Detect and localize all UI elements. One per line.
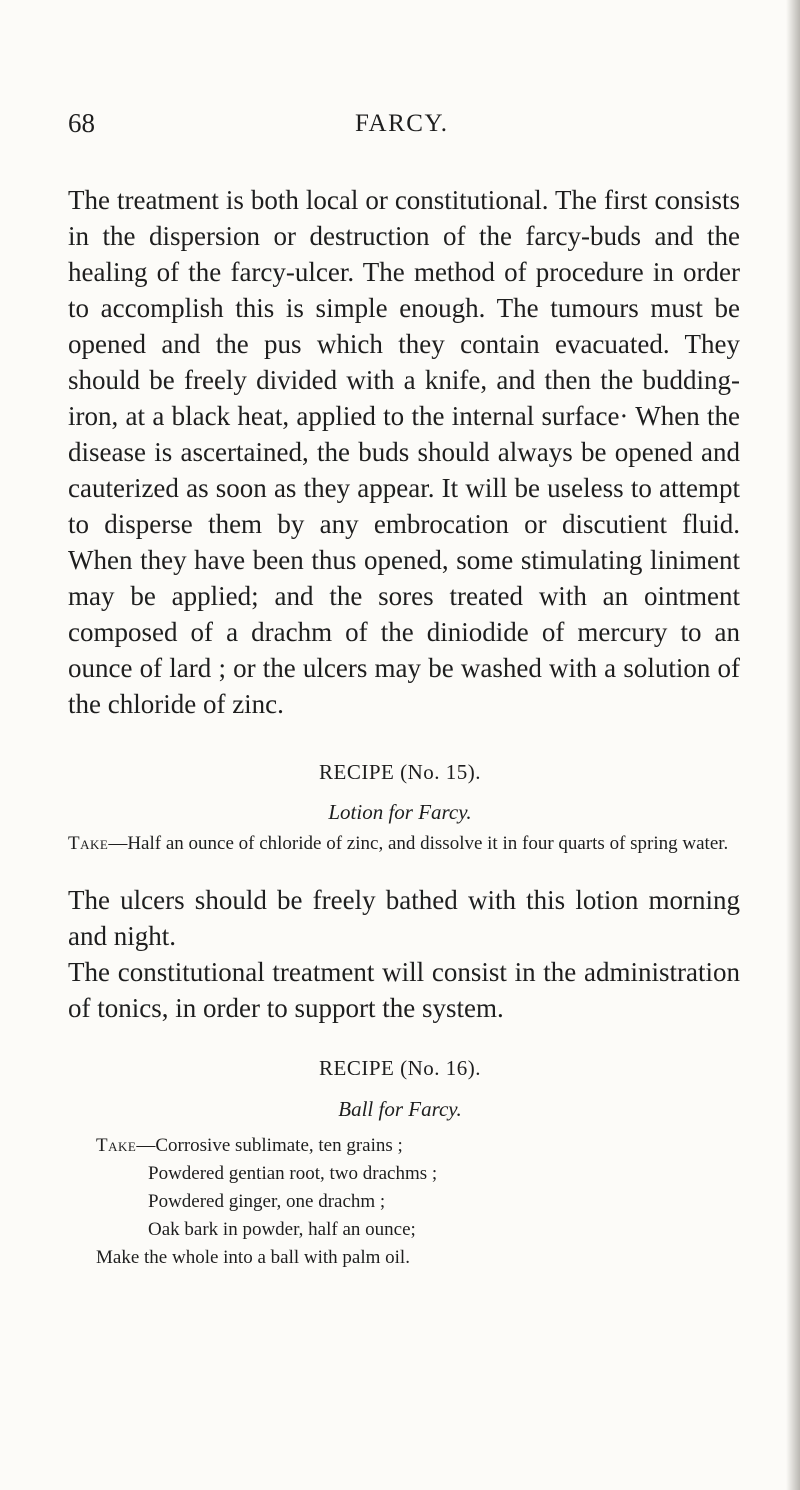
running-head: FARCY. bbox=[355, 110, 449, 137]
page-number: 68 bbox=[68, 108, 95, 138]
recipe-15-take-text: —Half an ounce of chloride of zinc, and dissolve it in four quarts of spring water. bbox=[108, 833, 729, 854]
treatment-paragraph: The treatment is both local or constitutional. The first consists in the dispersion or destruction of the farcy-buds and the healing of the farcy-ulcer. The method of procedure in order to accomplish this is simple enough. The tumours must be opened and the pus which they contain evacuated. They should be freely divided with a knife, and then the budding-iron, at a black heat, applied to the internal surface· When the disease is ascertained, the buds should always be opened and cauterized as soon as they appear. It will be useless to attempt to disperse them by any embrocation or discutient fluid. When they have been thus opened, some stimulating liniment may be applied; and the sores treated with an ointment composed of a drachm of the diniodide of mercury to an ounce of lard ; or the ulcers may be washed with a solution of the chloride of zinc. bbox=[68, 185, 740, 719]
page-header bbox=[0, 102, 800, 152]
recipe-15-subtitle: Lotion for Farcy. bbox=[328, 800, 472, 824]
recipe-16-line-5: Make the whole into a ball with palm oil. bbox=[96, 1247, 410, 1268]
recipe-16-subtitle: Ball for Farcy. bbox=[338, 1097, 462, 1121]
recipe-16-line-1 bbox=[96, 1132, 403, 1160]
bathing-paragraph: The ulcers should be freely bathed with this lotion morning and night. bbox=[68, 885, 740, 951]
take-label: Take bbox=[68, 833, 109, 854]
recipe-15-title: RECIPE (No. 15). bbox=[319, 760, 481, 784]
constitutional-paragraph: The constitutional treatment will consist in the administration of tonics, in order to support the system. bbox=[68, 957, 740, 1023]
recipe-16-line-1-text: —Corrosive sublimate, ten grains ; bbox=[136, 1135, 403, 1156]
take-label: Take bbox=[96, 1135, 137, 1156]
recipe-16-line-2: Powdered gentian root, two drachms ; bbox=[148, 1163, 438, 1184]
recipe-16-line-4: Oak bark in powder, half an ounce; bbox=[148, 1219, 416, 1240]
recipe-16-title: RECIPE (No. 16). bbox=[319, 1056, 481, 1080]
recipe-16-line-3: Powdered ginger, one drachm ; bbox=[148, 1191, 386, 1212]
recipe-15-take bbox=[68, 830, 740, 858]
main-body bbox=[68, 182, 740, 722]
bathing-paragraph-block bbox=[68, 882, 740, 1026]
page-edge-shadow bbox=[786, 0, 800, 1490]
